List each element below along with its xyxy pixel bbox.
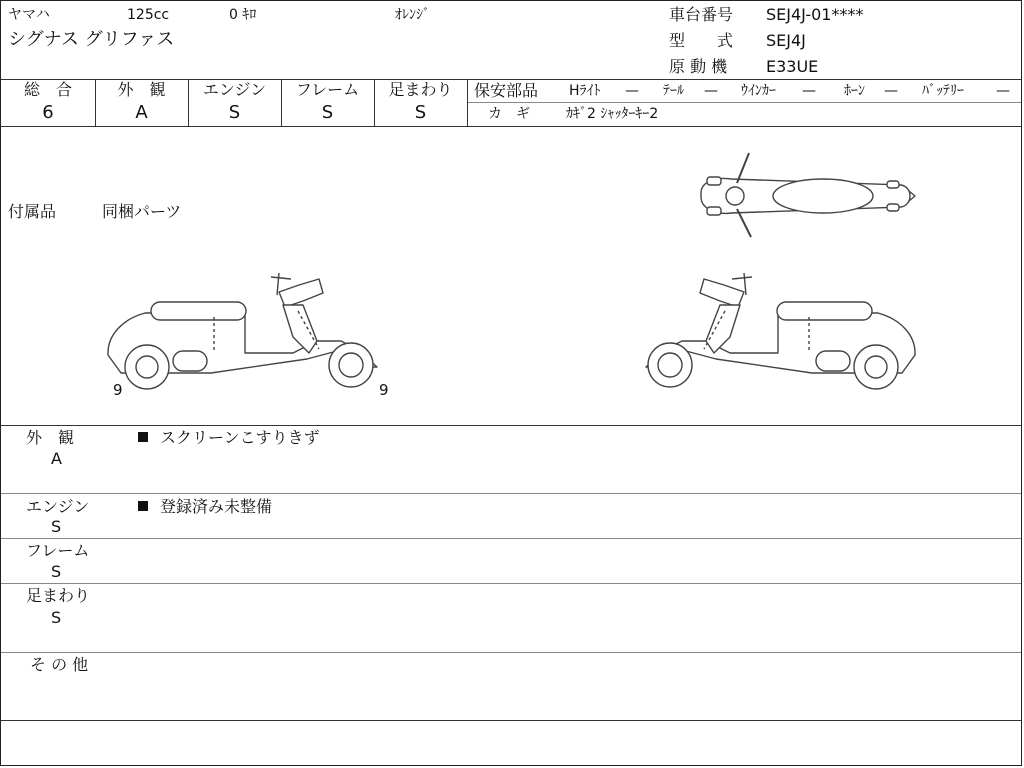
- damage-mark: 9: [379, 381, 389, 399]
- divider: [1, 652, 1022, 653]
- frame-no-label: 車台番号: [669, 5, 734, 24]
- divider: [1, 538, 1022, 539]
- divider: [467, 79, 468, 126]
- safety-item-battery: ﾊﾞｯﾃﾘｰ: [922, 83, 964, 99]
- safety-item-headlight: Hﾗｲﾄ: [569, 83, 601, 99]
- engine-value: E33UE: [766, 57, 819, 76]
- maker: ヤマハ: [8, 7, 50, 23]
- key-value: ｶｷﾞ2 ｼｬｯﾀｰｷｰ2: [566, 106, 659, 122]
- bullet-square-icon: [138, 432, 148, 442]
- divider: [1, 493, 1022, 494]
- detail-label: そ の 他: [30, 655, 89, 674]
- detail-label: 足まわり: [26, 586, 91, 605]
- color: ｵﾚﾝｼﾞ: [395, 7, 430, 23]
- detail-grade: S: [51, 517, 62, 536]
- safety-label: 保安部品: [474, 81, 539, 100]
- grade-engine-value: S: [228, 102, 241, 123]
- divider: [1, 720, 1022, 721]
- type-label: 型 式: [669, 31, 734, 50]
- model-name: シグナス グリファス: [8, 29, 175, 50]
- safety-mark-battery: —: [996, 83, 1010, 99]
- scooter-diagram: [1, 127, 1022, 425]
- grade-total-value: 6: [42, 102, 54, 123]
- accessories-label: 付属品: [8, 202, 57, 221]
- grade-total-label: 総 合: [23, 80, 72, 99]
- detail-grade: S: [51, 562, 62, 581]
- scooter-left-side: [108, 273, 377, 389]
- accessories-value: 同梱パーツ: [102, 202, 182, 221]
- divider: [1, 425, 1022, 426]
- safety-mark-winker: —: [802, 83, 816, 99]
- damage-mark: 9: [113, 381, 123, 399]
- divider: [468, 102, 1022, 103]
- grade-exterior-value: A: [135, 102, 148, 123]
- detail-label: 外 観: [26, 428, 75, 447]
- safety-item-winker: ｳｲﾝｶｰ: [741, 83, 776, 99]
- detail-grade: S: [51, 608, 62, 627]
- safety-mark-headlight: —: [625, 83, 639, 99]
- divider: [1, 583, 1022, 584]
- key-label: カ ギ: [488, 106, 530, 122]
- detail-grade: A: [51, 449, 62, 468]
- scooter-right-side: [646, 273, 915, 389]
- safety-mark-horn: —: [884, 83, 898, 99]
- frame-no-value: SEJ4J-01****: [766, 5, 864, 24]
- displacement: 125cc: [127, 7, 170, 23]
- safety-item-horn: ﾎｰﾝ: [844, 83, 865, 99]
- mileage: 0 ｷﾛ: [229, 7, 257, 23]
- grade-suspension-label: 足まわり: [388, 80, 453, 99]
- safety-mark-tail: —: [704, 83, 718, 99]
- bullet-square-icon: [138, 501, 148, 511]
- detail-note: スクリーンこすりきず: [138, 430, 320, 446]
- type-value: SEJ4J: [766, 31, 806, 50]
- grade-exterior-label: 外 観: [117, 80, 166, 99]
- scooter-top-view: [701, 153, 915, 237]
- detail-label: フレーム: [26, 541, 90, 560]
- engine-label: 原 動 機: [669, 57, 728, 76]
- grade-frame-value: S: [321, 102, 334, 123]
- detail-label: エンジン: [26, 497, 90, 516]
- grade-suspension-value: S: [414, 102, 427, 123]
- safety-item-tail: ﾃｰﾙ: [663, 83, 684, 99]
- detail-note: 登録済み未整備: [138, 499, 272, 515]
- grade-frame-label: フレーム: [295, 80, 360, 99]
- grade-engine-label: エンジン: [202, 80, 267, 99]
